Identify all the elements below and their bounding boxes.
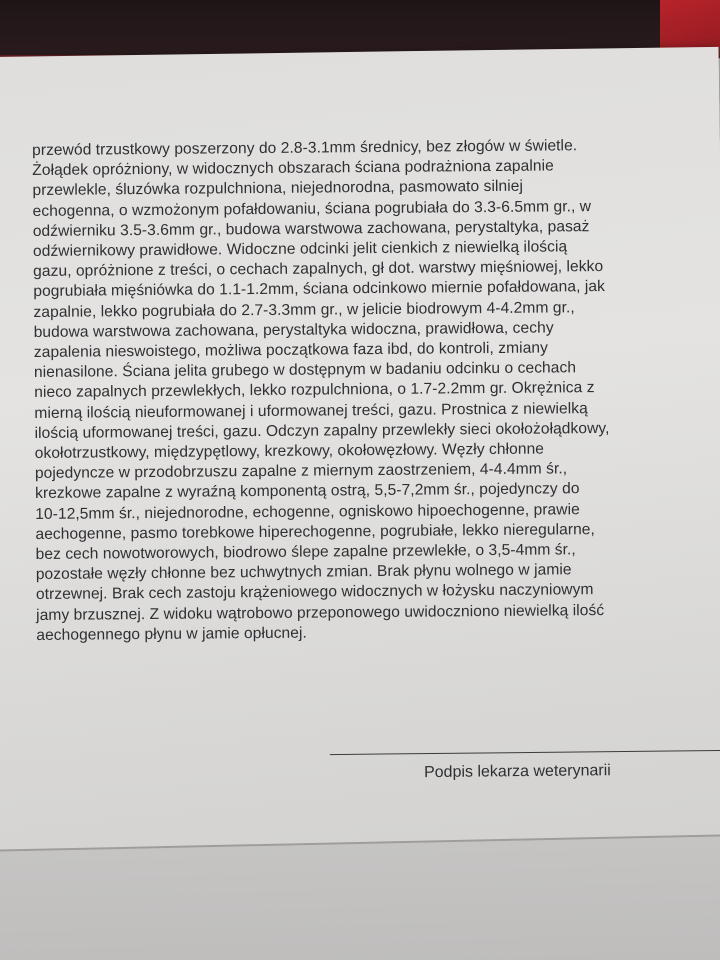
report-line: gazu, opróżnione z treści, o cechach zapalnych, gł dot. warstwy mięśniowej, lekko xyxy=(33,258,604,281)
report-line: pogrubiała mięśniówka do 1.1-1.2mm, ściana odcinkowo miernie pofałdowana, jak xyxy=(33,278,605,301)
background-surface xyxy=(0,0,720,55)
report-line: 10-12,5mm śr., niejednorodne, echogenne, ogniskowo hipoechogenne, prawie xyxy=(35,500,580,523)
paper-sheet-below xyxy=(0,834,720,960)
report-line: przewlekle, śluzówka rozpulchniona, niejednorodna, pasmowato silniej xyxy=(32,178,524,200)
report-line: bez cech nowotworowych, biodrowo ślepe zapalne przewlekłe, o 3,5-4mm śr., xyxy=(35,541,576,564)
report-line: ilością uformowanej treści, gazu. Odczyn zapalny przewlekły sieci okołożołądkowy, xyxy=(34,419,610,442)
report-line: odźwierniku 3.5-3.6mm gr., budowa warstwowa zachowana, perystaltyka, pasaż xyxy=(32,217,590,240)
report-line: mierną ilością nieuformowanej i uformowanej treści, gazu. Prostnica z niewielką xyxy=(34,399,588,422)
report-line: jamy brzusznej. Z widoku wątrobowo przeponowego uwidoczniono niewielką ilość xyxy=(36,601,605,624)
report-line: okołotrzustkowy, międzypętlowy, krezkowy, okołowęzłowy. Węzły chłonne xyxy=(34,440,545,463)
report-line: nienasilone. Ściana jelita grubego w dostępnym w badaniu odcinku o cechach xyxy=(33,359,577,382)
report-line: Żołądek opróżniony, w widocznych obszarach ściana podrażniona zapalnie xyxy=(32,157,554,180)
report-line: aechogenne, pasmo torebkowe hiperechogenne, pogrubiałe, lekko nieregularne, xyxy=(35,520,595,543)
report-line: echogenna, o wzmożonym pofałdowaniu, ściana pogrubiała do 3.3-6.5mm gr., w xyxy=(32,197,592,220)
report-line: zapalnie, lekko pogrubiała do 2.7-3.3mm gr., w jelicie biodrowym 4-4.2mm gr., xyxy=(33,298,575,321)
report-line: aechogennego płynu w jamie opłucnej. xyxy=(36,624,307,644)
signature-block xyxy=(330,750,720,783)
report-line: otrzewnej. Brak cech zastoju krążeniowego widocznych w łożysku naczyniowym xyxy=(35,581,594,604)
report-line: pojedyncze w przodobrzuszu zapalne z miernym zaostrzeniem, 4-4.4mm śr., xyxy=(34,460,568,483)
report-line: przewód trzustkowy poszerzony do 2.8-3.1mm średnicy, bez złogów w świetle. xyxy=(32,137,578,159)
report-body-text xyxy=(32,135,712,646)
report-line: krezkowe zapalne z wyraźną komponentą ostrą, 5,5-7,2mm śr., pojedynczy do xyxy=(35,480,580,503)
signature-label: Podpis lekarza weterynarii xyxy=(423,762,611,782)
report-line: nieco zapalnych przewlekłych, lekko rozpulchniona, o 1.7-2.2mm gr. Okrężnica z xyxy=(34,379,595,402)
report-line: pozostałe węzły chłonne bez uchwytnych zmian. Brak płynu wolnego w jamie xyxy=(35,561,572,584)
report-line: budowa warstwowa zachowana, perystaltyka widoczna, prawidłowa, cechy xyxy=(33,319,554,341)
report-line: zapalenia nieswoistego, możliwa początkowa faza ibd, do kontroli, zmiany xyxy=(33,339,549,362)
report-line: odźwiernikowy prawidłowe. Widoczne odcinki jelit cienkich z niewielką ilością xyxy=(32,238,568,261)
